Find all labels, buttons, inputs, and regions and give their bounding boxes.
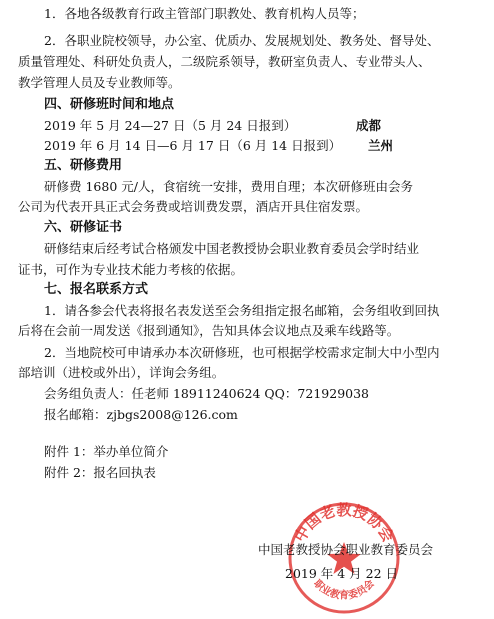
section-4-heading: 四、研修班时间和地点: [44, 97, 175, 112]
session-1-city: 成都: [356, 118, 382, 133]
certificate-line-2: 证书，可作为专业技术能力考核的依据。: [18, 262, 244, 277]
signature-date: 2019 年 4 月 22 日: [285, 566, 399, 581]
audience-item-1: 1．各地各级教育行政主管部门职教处、教育机构人员等；: [44, 6, 365, 21]
registration-email: 报名邮箱：zjbgs2008@126.com: [44, 407, 238, 422]
session-2-date: 2019 年 6 月 14 日—6 月 17 日（6 月 14 日报到）: [44, 138, 342, 153]
audience-item-2-line-1: 2．各职业院校领导，办公室、优质办、发展规划处、教务处、督导处、: [44, 33, 440, 48]
fee-line-1: 研修费 1680 元/人，食宿统一安排，费用自理；本次研修班由会务: [44, 179, 413, 194]
audience-item-2-line-2: 质量管理处、科研处负责人，二级院系领导，教研室负责人、专业带头人、: [18, 54, 431, 69]
audience-item-2-line-3: 教学管理人员及专业教师等。: [18, 75, 181, 90]
contact-person: 会务组负责人：任老师 18911240624 QQ：721929038: [44, 386, 370, 401]
registration-item-2-line-1: 2．当地院校可申请承办本次研修班，也可根据学校需求定制大中小型内: [44, 345, 440, 360]
fee-line-2: 公司为代表开具正式会务费或培训费发票，酒店开具住宿发票。: [18, 199, 369, 214]
section-7-heading: 七、报名联系方式: [44, 282, 149, 297]
seal-bottom-text: 职业教育委员会: [311, 578, 377, 602]
attachment-2: 附件 2：报名回执表: [44, 465, 156, 480]
signature-organization: 中国老教授协会职业教育委员会: [258, 542, 434, 557]
registration-item-1-line-2: 后将在会前一周发送《报到通知》，告知具体会议地点及乘车线路等。: [18, 323, 400, 338]
registration-item-1-line-1: 1．请各参会代表将报名表发送至会务组指定报名邮箱，会务组收到回执: [44, 303, 440, 318]
section-6-heading: 六、研修证书: [44, 220, 123, 235]
certificate-line-1: 研修结束后经考试合格颁发中国老教授协会职业教育委员会学时结业: [44, 241, 420, 256]
session-2-city: 兰州: [368, 138, 394, 153]
session-1-date: 2019 年 5 月 24—27 日（5 月 24 日报到）: [44, 118, 297, 133]
seal-top-text: 中国老教授协会: [290, 501, 398, 546]
attachment-1: 附件 1：举办单位简介: [44, 444, 169, 459]
registration-item-2-line-2: 部培训（进校或外出），详询会务组。: [18, 365, 225, 380]
section-5-heading: 五、研修费用: [44, 158, 123, 173]
